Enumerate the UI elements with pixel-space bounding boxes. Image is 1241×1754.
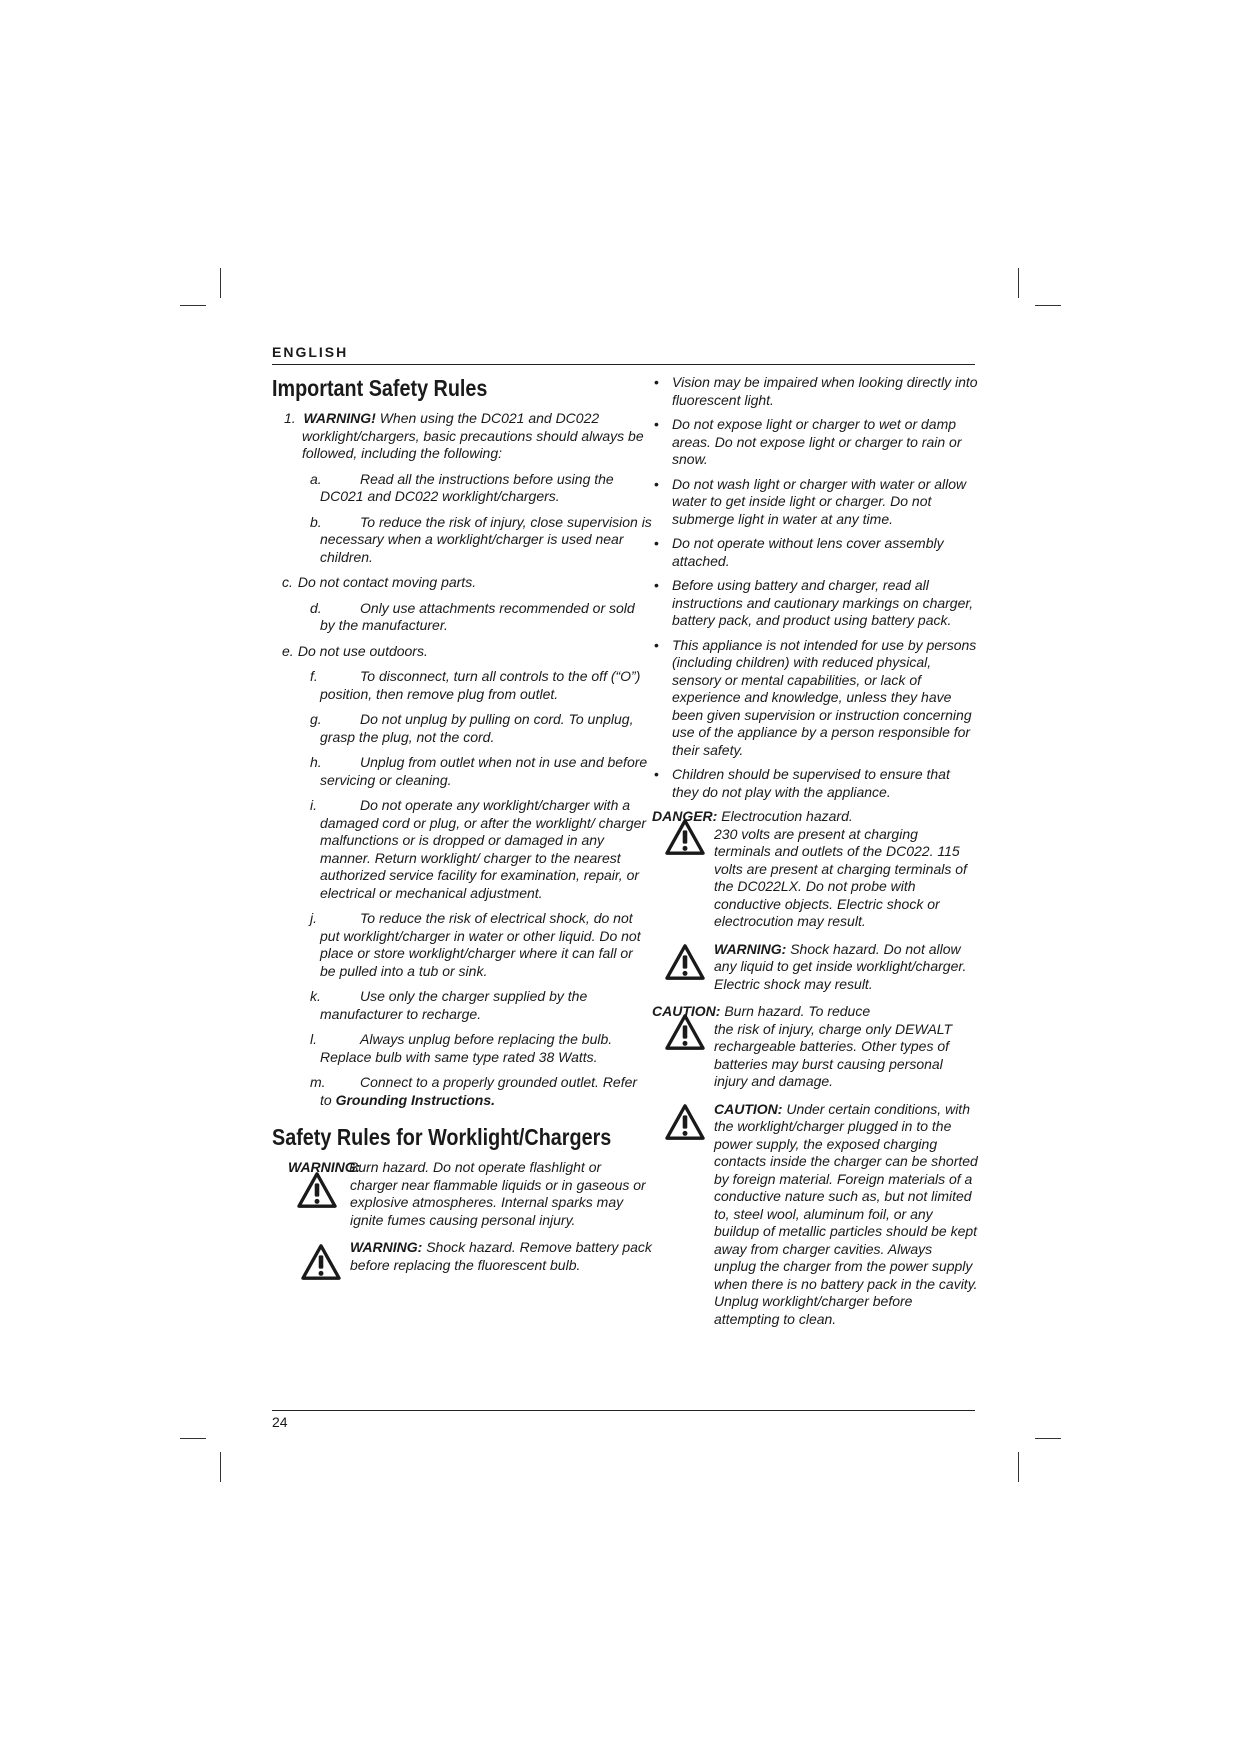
list-item	[272, 1074, 652, 1109]
crop-mark	[180, 1438, 206, 1439]
item-text: To disconnect, turn all controls to the off (“O”) position, then remove plug from outlet.	[320, 668, 641, 702]
item-text: Connect to a properly grounded outlet. Refer to	[320, 1074, 638, 1108]
footer-rule	[272, 1410, 975, 1411]
caution-label: CAUTION:	[652, 1003, 721, 1019]
item-text: Unplug from outlet when not in use and before servicing or cleaning.	[320, 754, 648, 788]
list-item	[272, 471, 652, 506]
warning-triangle-icon	[664, 1013, 706, 1051]
warning-liquid	[652, 941, 978, 994]
notice-text: Under certain conditions, with the worklight/charger plugged in to the power supply, the exposed charging contacts inside the charger can be shorted by foreign material. Foreign materials of a conductive nature such as, but not limited to, steel wool, aluminum foil, or any buildup of metallic particles should be kept away from charger cavities. Always unplug the charger from the power supply when there is no battery pack in the cavity. Unplug worklight/charger before attempting to clean.	[714, 1100, 978, 1327]
crop-mark	[1035, 305, 1061, 306]
warning-label: WARNING:	[288, 1159, 361, 1175]
item-letter: i.	[310, 797, 317, 813]
item-text: Do not use outdoors.	[297, 642, 428, 659]
crop-mark	[1035, 1438, 1061, 1439]
list-item	[272, 910, 652, 980]
notice-lead: Burn hazard. To reduce	[724, 1003, 871, 1019]
right-column	[652, 374, 978, 1338]
warning-triangle-icon	[664, 818, 706, 856]
bullet-item: • Children should be supervised to ensure that they do not play with the appliance.	[652, 766, 978, 801]
item-letter: f.	[310, 668, 318, 684]
warning-triangle-icon	[296, 1171, 338, 1209]
warning-text: Burn hazard. Do not operate flashlight or charger near flammable liquids or in gaseous or explosive atmospheres. Internal sparks may ignite fumes causing personal injury.	[349, 1159, 646, 1228]
warning-triangle-icon	[664, 943, 706, 981]
section-title-important-safety-rules: Important Safety Rules	[272, 375, 488, 401]
item-text: Use only the charger supplied by the manufacturer to recharge.	[320, 988, 588, 1022]
list-item	[272, 514, 652, 567]
item-text: Always unplug before replacing the bulb. Replace bulb with same type rated 38 Watts.	[320, 1031, 613, 1065]
bullet-item: • Before using battery and charger, read all instructions and cautionary markings on charger, battery pack, and product using battery pack.	[652, 577, 978, 630]
left-column	[272, 374, 652, 1284]
warning-label: WARNING:	[714, 940, 787, 957]
bullet-item: • This appliance is not intended for use by persons (including children) with reduced physical, sensory or mental capabilities, or lack of experience and knowledge, unless they have been given supervision or instruction concerning use of the appliance by a person responsible for their safety.	[652, 637, 978, 760]
item-text: Do not unplug by pulling on cord. To unplug, grasp the plug, not the cord.	[320, 711, 634, 745]
list-item	[272, 574, 652, 592]
item-text: To reduce the risk of injury, close supervision is necessary when a worklight/charger is used near children.	[320, 513, 652, 565]
warning-triangle-icon	[300, 1243, 342, 1281]
notice-text: Shock hazard. Do not allow any liquid to get inside worklight/charger. Electric shock may result.	[714, 940, 967, 992]
bullet-item: • Do not wash light or charger with water or allow water to get inside light or charger. Do not submerge light in water at any time.	[652, 476, 978, 529]
item-text: Read all the instructions before using the DC021 and DC022 worklight/chargers.	[320, 470, 614, 504]
item-letter: k.	[310, 988, 321, 1004]
item-text: Only use attachments recommended or sold by the manufacturer.	[320, 599, 635, 633]
caution-burn-hazard	[652, 1003, 978, 1091]
notice-text: the risk of injury, charge only DEWALT rechargeable batteries. Other types of batteries may burst causing personal injury and damage.	[714, 1020, 953, 1089]
item-letter: g.	[310, 711, 322, 727]
crop-mark	[1018, 268, 1019, 298]
crop-mark	[220, 268, 221, 298]
list-item	[272, 643, 652, 661]
item-letter: b.	[310, 513, 322, 530]
item-letter: a.	[310, 470, 322, 487]
item-text: To reduce the risk of electrical shock, do not put worklight/charger in water or other liquid. Do not place or store worklight/charger where it can fall or be pulled into a tub or sink.	[320, 910, 641, 979]
item-text: Do not contact moving parts.	[297, 574, 477, 590]
item-letter: l.	[310, 1031, 317, 1047]
warning-text: Shock hazard. Remove battery pack before replacing the fluorescent bulb.	[350, 1239, 652, 1273]
bullet-item: • Vision may be impaired when looking directly into fluorescent light.	[652, 374, 978, 409]
danger-electrocution	[652, 808, 978, 931]
item-letter: j.	[310, 910, 317, 926]
item-text: Do not operate any worklight/charger with a damaged cord or plug, or after the worklight/ charger malfunctions or is dropped or damaged in any manner. Return worklight/ charger to the nearest authorized service facility for examination, repair, or electrical or mechanical adjustment.	[320, 797, 647, 901]
warning-shock-hazard	[272, 1239, 652, 1274]
list-item	[272, 1031, 652, 1066]
item-letter: d.	[310, 599, 322, 616]
warning-burn-hazard	[272, 1159, 652, 1229]
list-item	[272, 797, 652, 902]
bullet-item: • Do not operate without lens cover assembly attached.	[652, 535, 978, 570]
caution-charging-contacts	[652, 1101, 978, 1329]
list-item	[272, 711, 652, 746]
intro-text: When using the DC021 and DC022 worklight/chargers, basic precautions should always be followed, including the following:	[302, 410, 644, 461]
item-letter: m.	[310, 1074, 326, 1090]
caution-label: CAUTION:	[714, 1100, 783, 1117]
header-rule	[272, 364, 975, 365]
language-label: ENGLISH	[272, 344, 349, 360]
intro-number: 1.	[284, 410, 296, 426]
page-number: 24	[272, 1414, 288, 1430]
crop-mark	[220, 1452, 221, 1482]
intro-warning	[272, 410, 652, 463]
list-item	[272, 600, 652, 635]
item-letter: h.	[310, 754, 322, 770]
item-letter: c.	[282, 574, 293, 590]
grounding-instructions-ref: Grounding Instructions.	[335, 1091, 496, 1108]
list-item	[272, 988, 652, 1023]
danger-label: DANGER:	[652, 808, 718, 824]
section-title-worklight-chargers: Safety Rules for Worklight/Chargers	[272, 1124, 612, 1150]
item-letter: e.	[282, 642, 294, 659]
notice-text: 230 volts are present at charging terminals and outlets of the DC022. 115 volts are present at charging terminals of the DC022LX. Do not probe with conductive objects. Electric shock or electrocution may result.	[714, 825, 967, 929]
warning-triangle-icon	[664, 1103, 706, 1141]
list-item	[272, 668, 652, 703]
list-item	[272, 754, 652, 789]
intro-warning-label: WARNING!	[303, 410, 376, 426]
crop-mark	[1018, 1452, 1019, 1482]
notice-lead: Electrocution hazard.	[721, 808, 853, 824]
bullet-item: • Do not expose light or charger to wet or damp areas. Do not expose light or charger to rain or snow.	[652, 416, 978, 469]
warning-label: WARNING:	[350, 1239, 423, 1255]
crop-mark	[180, 305, 206, 306]
